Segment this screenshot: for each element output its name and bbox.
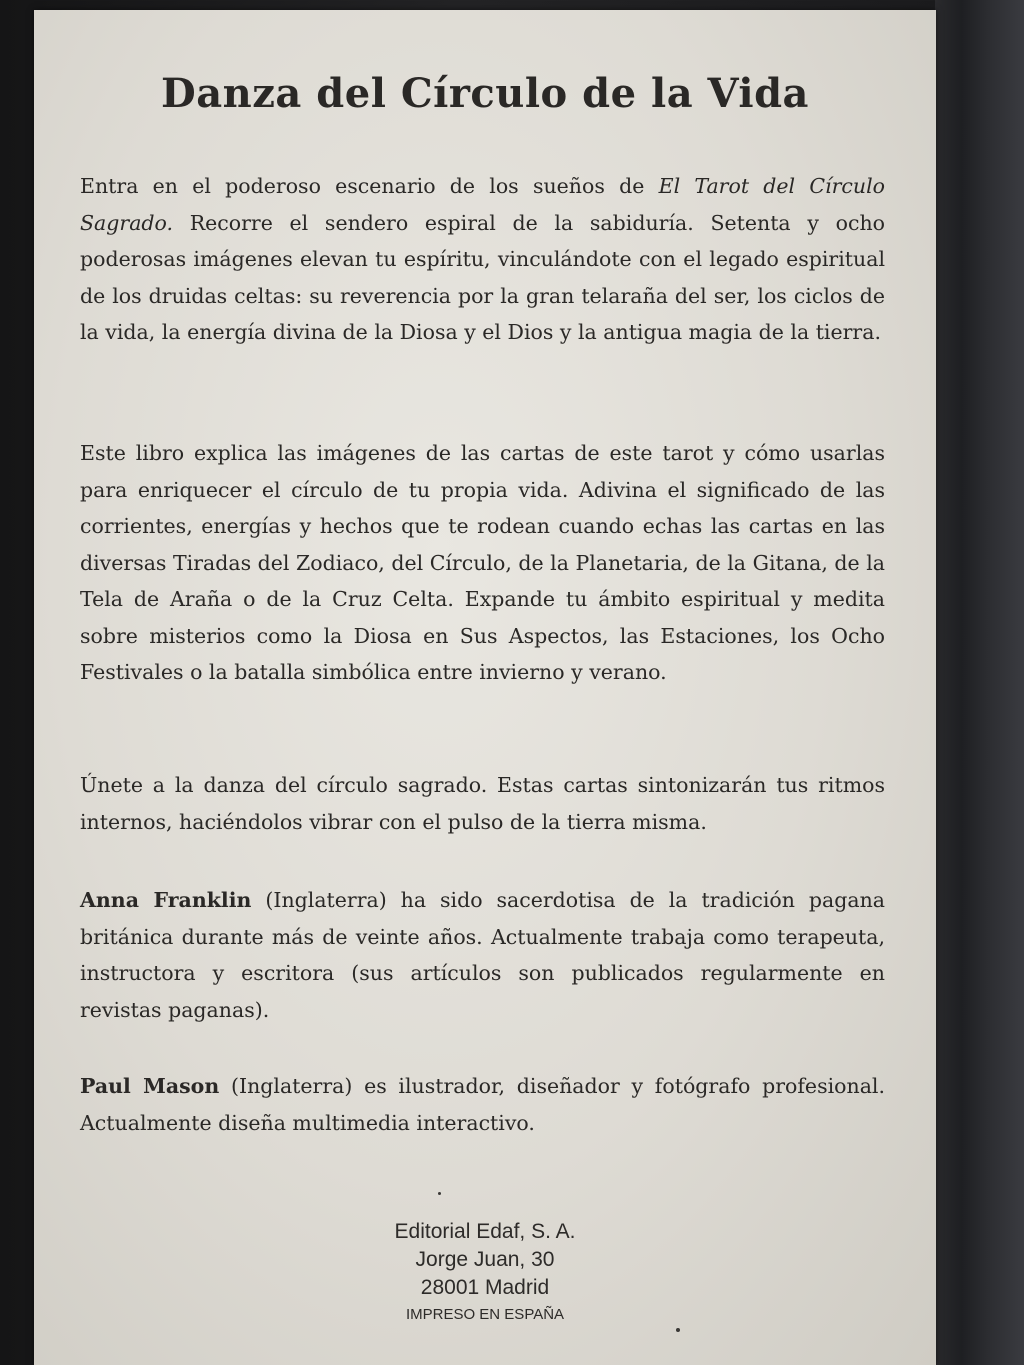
page-title: Danza del Círculo de la Vida: [161, 70, 809, 117]
book-title-italic: El Tarot del Círculo Sagrado.: [80, 174, 885, 235]
publisher-street: Jorge Juan, 30: [415, 1248, 555, 1271]
publisher-block: [34, 1218, 936, 1326]
illustrator-paragraph: [80, 1068, 885, 1141]
intro-paragraph: [80, 168, 885, 351]
illustrator-name: Paul Mason: [80, 1074, 220, 1098]
author-paragraph: [80, 882, 885, 1028]
paper-speck: [438, 1192, 441, 1195]
back-cover-page: [34, 10, 936, 1365]
paper-speck: [676, 1328, 680, 1332]
description-paragraph: Este libro explica las imágenes de las cartas de este tarot y cómo usarlas para enriquecer el círculo de tu propia vida. Adivina el significado de las corrientes, energías y hechos que te rodean cuando echas las cartas en las diversas Tiradas del Zodiaco, del Círculo, de la Planetaria, de la Gitana, de la Tela de Araña o de la Cruz Celta. Expande tu ámbito espiritual y medita sobre misterios como la Diosa en Sus Aspectos, las Estaciones, los Ocho Festivales o la batalla simbólica entre invierno y verano.: [80, 441, 885, 684]
author-bio: (Inglaterra) ha sido sacerdotisa de la tradición pagana británica durante más de veinte años. Actualmente trabaja como terapeuta, instructora y escritora (sus artículos son publicados regularmente en revistas paganas).: [80, 888, 886, 1022]
publisher-city: 28001 Madrid: [420, 1276, 550, 1299]
intro-text-end: Recorre el sendero espiral de la sabiduría. Setenta y ocho poderosas imágenes elevan tu espíritu, vinculándote con el legado espiritual de los druidas celtas: su reverencia por la gran telaraña del ser, los ciclos de la vida, la energía divina de la Diosa y el Dios y la antigua magia de la tierra.: [80, 210, 885, 344]
intro-text-start: Entra en el poderoso escenario de los sueños de: [80, 174, 659, 198]
book-cover-edge: [935, 0, 1024, 1365]
author-name: Anna Franklin: [80, 888, 252, 912]
printed-in-label: IMPRESO EN ESPAÑA: [405, 1306, 565, 1323]
publisher-name: Editorial Edaf, S. A.: [394, 1220, 576, 1243]
invitation-paragraph: Únete a la danza del círculo sagrado. Estas cartas sintonizarán tus ritmos internos, haciéndolos vibrar con el pulso de la tierra misma.: [80, 773, 885, 834]
illustrator-bio: (Inglaterra) es ilustrador, diseñador y fotógrafo profesional. Actualmente diseña multimedia interactivo.: [80, 1074, 885, 1135]
